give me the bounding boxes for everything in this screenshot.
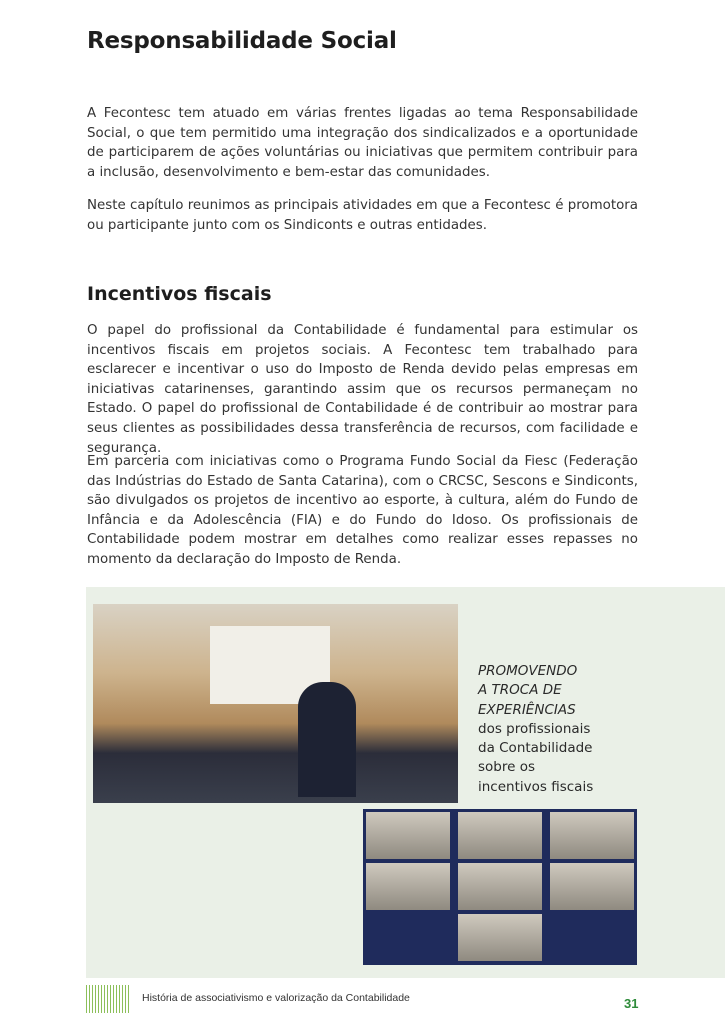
caption-line: A TROCA DE <box>478 682 562 699</box>
event-photo <box>93 604 458 803</box>
speaker-figure <box>298 682 356 797</box>
page-title: Responsabilidade Social <box>87 28 397 54</box>
photo-caption <box>478 662 593 797</box>
intro-paragraph-1: A Fecontesc tem atuado em várias frentes ligadas ao tema Responsabilidade Social, o que tem permitido uma integração dos sindicalizados e a oportunidade de participarem de ações voluntárias ou iniciativas que permitem contribuir para a inclusão, desenvolvimento e bem-estar das comunidades. <box>87 106 638 180</box>
section-paragraph-2: Em parceria com iniciativas como o Programa Fundo Social da Fiesc (Federação das Indústrias do Estado de Santa Catarina), com o CRCSC, Sescons e Sindiconts, são divulgados os projetos de incentivo ao esporte, à cultura, além do Fundo de Infância e da Adolescência (FIA) e do Fundo do Idoso. Os profissionais de Contabilidade podem mostrar em detalhes como realizar esses repasses no momento da declaração do Imposto de Renda. <box>87 454 638 567</box>
caption-line: EXPERIÊNCIAS <box>478 701 576 718</box>
participant-tile <box>458 812 542 859</box>
participant-tile <box>458 863 542 910</box>
intro-paragraph-2: Neste capítulo reunimos as principais atividades em que a Fecontesc é promotora ou participante junto com os Sindiconts e outras entidades. <box>87 198 638 233</box>
participant-tile <box>550 863 634 910</box>
participant-tile <box>366 812 450 859</box>
section-paragraph-1: O papel do profissional da Contabilidade é fundamental para estimular os incentivos fiscais em projetos sociais. A Fecontesc tem trabalhado para esclarecer e incentivar o uso do Imposto de Renda devido pelas empresas em iniciativas catarinenses, garantindo assim que os recursos permaneçam no Estado. O papel do profissional de Contabilidade é de contribuir ao mostrar para seus clientes as possibilidades dessa transferência de recursos, com facilidade e segurança. <box>87 323 638 456</box>
video-call-photo <box>363 809 637 965</box>
caption-line: sobre os <box>478 759 536 776</box>
participant-tile <box>550 812 634 859</box>
section-title: Incentivos fiscais <box>87 283 272 305</box>
participant-tile <box>366 863 450 910</box>
caption-line: da Contabilidade <box>478 740 593 757</box>
participant-tile <box>458 914 542 961</box>
caption-line: incentivos fiscais <box>478 778 594 795</box>
fecontesc-logo <box>86 985 130 1013</box>
caption-line: PROMOVENDO <box>478 663 578 679</box>
caption-line: dos profissionais <box>478 720 591 737</box>
footer-text: História de associativismo e valorização da Contabilidade <box>142 992 410 1004</box>
page-number: 31 <box>624 996 639 1011</box>
